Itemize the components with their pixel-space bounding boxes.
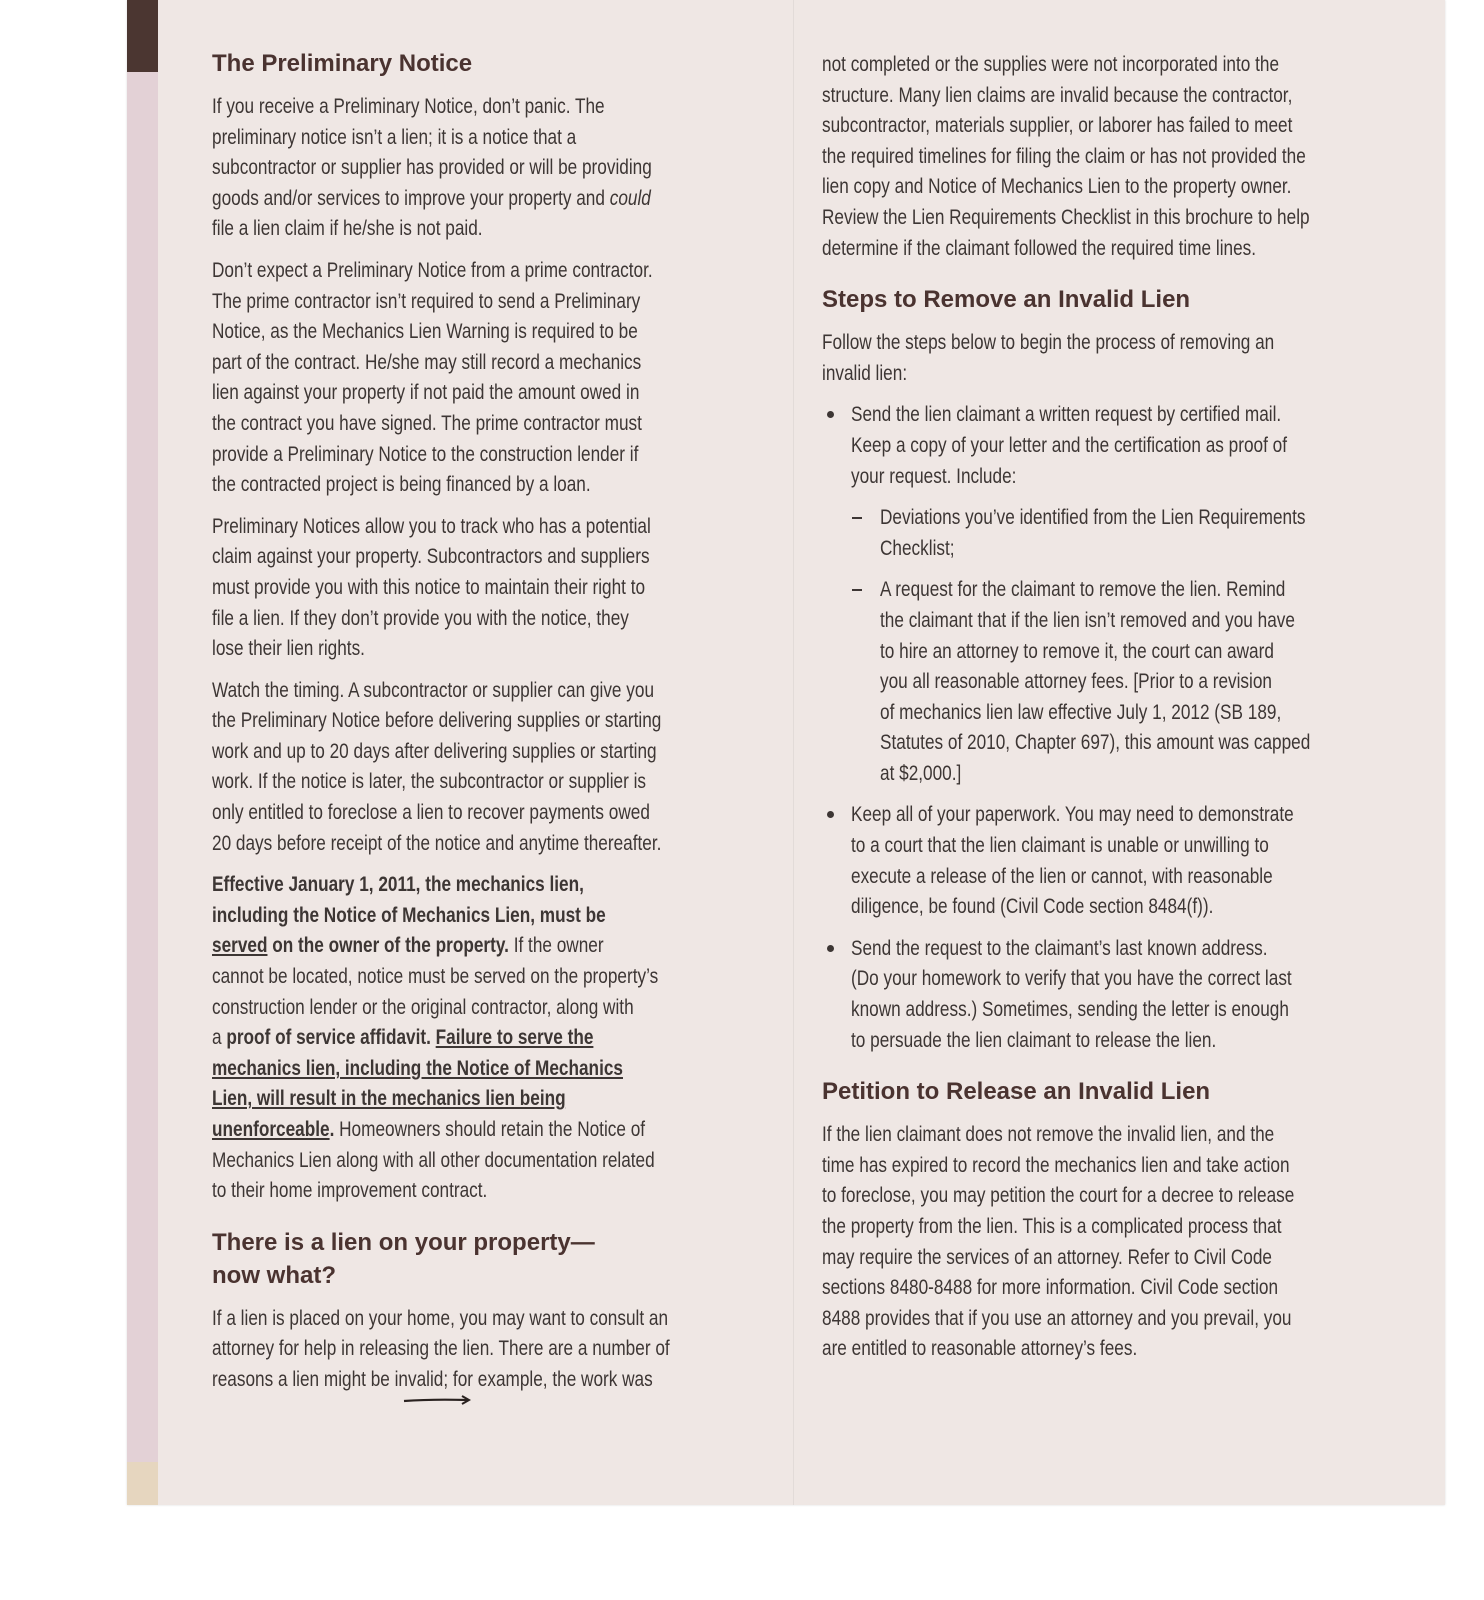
text-line: determine if the claimant followed the required time lines.: [822, 235, 1257, 260]
text-line: attorney for help in releasing the lien. There are a number of: [212, 1336, 670, 1361]
text-line: Steps to Remove an Invalid Lien: [822, 286, 1191, 314]
text-line: reasons a lien might be invalid; for example, the work was: [212, 1366, 653, 1391]
text-line: A request for the claimant to remove the lien. Remind: [880, 577, 1286, 602]
emphasis-text: mechanics lien, including the Notice of Mechanics: [212, 1055, 623, 1080]
text-line: Petition to Release an Invalid Lien: [822, 1078, 1211, 1106]
right-column: [822, 49, 1402, 1364]
text-line: the Preliminary Notice before delivering supplies or starting: [212, 708, 662, 733]
dash-item: [822, 502, 1402, 563]
text-line: [212, 900, 644, 931]
text-line: file a lien. If they don’t provide you with the notice, they: [212, 605, 629, 630]
emphasis-text: .: [329, 1117, 335, 1141]
text-line: the contracted project is being financed by a loan.: [212, 472, 591, 497]
page-edge-strip: [127, 72, 158, 1462]
page-edge-corner: [127, 1462, 158, 1505]
center-fold: [793, 0, 794, 1505]
text-line: lien against your property if not paid the amount owed in: [212, 380, 640, 405]
emphasis-text: on the owner of the property.: [267, 933, 509, 958]
text-line: [212, 1053, 644, 1084]
text-line: The Preliminary Notice: [212, 50, 473, 77]
paragraph: [822, 1119, 1402, 1364]
text-line: to a court that the lien claimant is unable or unwilling to: [851, 833, 1269, 858]
emphasis-text: Lien, will result in the mechanics lien being: [212, 1086, 566, 1111]
text-line: execute a release of the lien or cannot, with reasonable: [851, 863, 1273, 888]
bullet-item: [822, 799, 1402, 921]
text-line: Review the Lien Requirements Checklist in this brochure to help: [822, 204, 1310, 229]
text-line: [212, 1114, 644, 1145]
text-line: claim against your property. Subcontractors and suppliers: [212, 544, 650, 569]
text-line: may require the services of an attorney. Refer to Civil Code: [822, 1244, 1272, 1269]
paragraph: [212, 511, 752, 664]
text-line: Watch the timing. A subcontractor or supplier can give you: [212, 677, 655, 702]
text-line: lose their lien rights.: [212, 636, 365, 661]
text-line: are entitled to reasonable attorney’s fees.: [822, 1336, 1138, 1361]
text-line: 8488 provides that if you use an attorney and you prevail, you: [822, 1305, 1292, 1330]
emphasis-text: served: [212, 933, 268, 958]
text-line: [212, 1083, 644, 1114]
emphasis-text: proof of service affidavit.: [226, 1025, 431, 1050]
text-line: subcontractor, materials supplier, or laborer has failed to meet: [822, 113, 1293, 138]
bullet-item: [822, 933, 1402, 1055]
text-line: construction lender or the original contractor, along with: [212, 994, 634, 1019]
text-line: provide a Preliminary Notice to the construction lender if: [212, 441, 639, 466]
text-line: to hire an attorney to remove it, the court can award: [880, 638, 1274, 663]
text-line: preliminary notice isn’t a lien; it is a notice that a: [212, 124, 577, 149]
text-line: cannot be located, notice must be served on the property’s: [212, 964, 659, 989]
text-line: you all reasonable attorney fees. [Prior to a revision: [880, 669, 1272, 694]
text-line: known address.) Sometimes, sending the letter is enough: [851, 997, 1289, 1022]
emphasis-text: Failure to serve the: [435, 1025, 594, 1050]
paragraph: [212, 675, 752, 859]
continue-arrow-icon: [402, 1394, 472, 1406]
text-span: goods and/or services to improve your property and: [212, 185, 610, 210]
section-heading: [822, 1075, 1402, 1108]
text-line: diligence, be found (Civil Code section 8484(f)).: [851, 894, 1214, 919]
text-line: Keep a copy of your letter and the certification as proof of: [851, 432, 1287, 457]
text-line: Keep all of your paperwork. You may need to demonstrate: [851, 802, 1294, 827]
paragraph: [212, 1303, 752, 1395]
text-line: not completed or the supplies were not incorporated into the: [822, 52, 1280, 76]
paragraph: [212, 255, 752, 500]
text-line: If a lien is placed on your home, you may want to consult an: [212, 1305, 669, 1330]
text-line: work. If the notice is later, the subcontractor or supplier is: [212, 769, 647, 794]
text-line: Notice, as the Mechanics Lien Warning is required to be: [212, 319, 638, 344]
text-line: file a lien claim if he/she is not paid.: [212, 216, 483, 241]
text-span: Homeowners should retain the Notice of: [334, 1117, 646, 1141]
text-line: [212, 930, 644, 961]
page-tab-marker: [127, 0, 158, 72]
text-line: (Do your homework to verify that you have the correct last: [851, 966, 1292, 991]
text-line: lien copy and Notice of Mechanics Lien to the property owner.: [822, 174, 1292, 199]
text-line: [212, 869, 644, 900]
text-line: If the lien claimant does not remove the invalid lien, and the: [822, 1122, 1275, 1147]
section-heading: [212, 1226, 752, 1292]
section-heading: [212, 47, 752, 80]
text-line: Mechanics Lien along with all other documentation related: [212, 1147, 655, 1172]
text-span: If the owner: [508, 933, 604, 958]
text-line: work and up to 20 days after delivering supplies or starting: [212, 738, 657, 763]
text-line: must provide you with this notice to maintain their right to: [212, 574, 646, 599]
text-line: The prime contractor isn’t required to send a Preliminary: [212, 288, 641, 313]
paragraph: [822, 327, 1402, 388]
text-line: [212, 183, 651, 214]
text-line: Statutes of 2010, Chapter 697), this amount was capped: [880, 730, 1311, 755]
text-line: Follow the steps below to begin the process of removing an: [822, 330, 1275, 355]
text-line: to persuade the lien claimant to release the lien.: [851, 1027, 1217, 1052]
text-line: of mechanics lien law effective July 1, 2012 (SB 189,: [880, 699, 1282, 724]
section-heading: [822, 283, 1402, 316]
text-line: part of the contract. He/she may still record a mechanics: [212, 349, 642, 374]
text-line: Deviations you’ve identified from the Lien Requirements: [880, 505, 1306, 530]
emphasis-text: Effective January 1, 2011, the mechanics lien,: [212, 872, 584, 897]
text-line: Send the lien claimant a written request by certified mail.: [851, 402, 1282, 427]
text-line: Checklist;: [880, 535, 955, 560]
text-line: subcontractor or supplier has provided or will be providing: [212, 155, 652, 180]
dash-item: [822, 574, 1402, 788]
emphasis-text: unenforceable: [212, 1117, 330, 1141]
text-line: the contract you have signed. The prime contractor must: [212, 410, 642, 435]
text-line: [212, 1022, 644, 1053]
text-line: invalid lien:: [822, 360, 908, 385]
left-column: [212, 47, 752, 1395]
paragraph: [212, 91, 752, 244]
text-line: the required timelines for filing the claim or has not provided the: [822, 143, 1306, 168]
text-line: Send the request to the claimant’s last known address.: [851, 935, 1268, 960]
text-line: structure. Many lien claims are invalid because the contractor,: [822, 82, 1293, 107]
text-line: to their home improvement contract.: [212, 1178, 488, 1203]
text-line: There is a lien on your property—: [212, 1228, 595, 1256]
paragraph: [822, 49, 1402, 263]
text-line: If you receive a Preliminary Notice, don’t panic. The: [212, 94, 605, 118]
text-line: 20 days before receipt of the notice and anytime thereafter.: [212, 830, 662, 855]
text-line: only entitled to foreclose a lien to recover payments owed: [212, 800, 650, 825]
text-line: now what?: [212, 1261, 336, 1289]
text-line: time has expired to record the mechanics lien and take action: [822, 1152, 1290, 1177]
text-line: your request. Include:: [851, 463, 1017, 488]
text-line: to foreclose, you may petition the court for a decree to release: [822, 1183, 1295, 1208]
text-span: a: [212, 1025, 227, 1050]
text-span: could: [609, 185, 651, 210]
text-line: the property from the lien. This is a complicated process that: [822, 1214, 1282, 1238]
paragraph: [212, 869, 752, 1206]
text-line: Don’t expect a Preliminary Notice from a prime contractor.: [212, 257, 653, 282]
text-line: the claimant that if the lien isn’t removed and you have: [880, 607, 1295, 632]
text-line: Preliminary Notices allow you to track who has a potential: [212, 513, 651, 538]
text-line: sections 8480-8488 for more information. Civil Code section: [822, 1275, 1279, 1300]
emphasis-text: including the Notice of Mechanics Lien, must be: [212, 902, 606, 927]
bullet-item: [822, 399, 1402, 491]
text-line: at $2,000.]: [880, 760, 962, 785]
